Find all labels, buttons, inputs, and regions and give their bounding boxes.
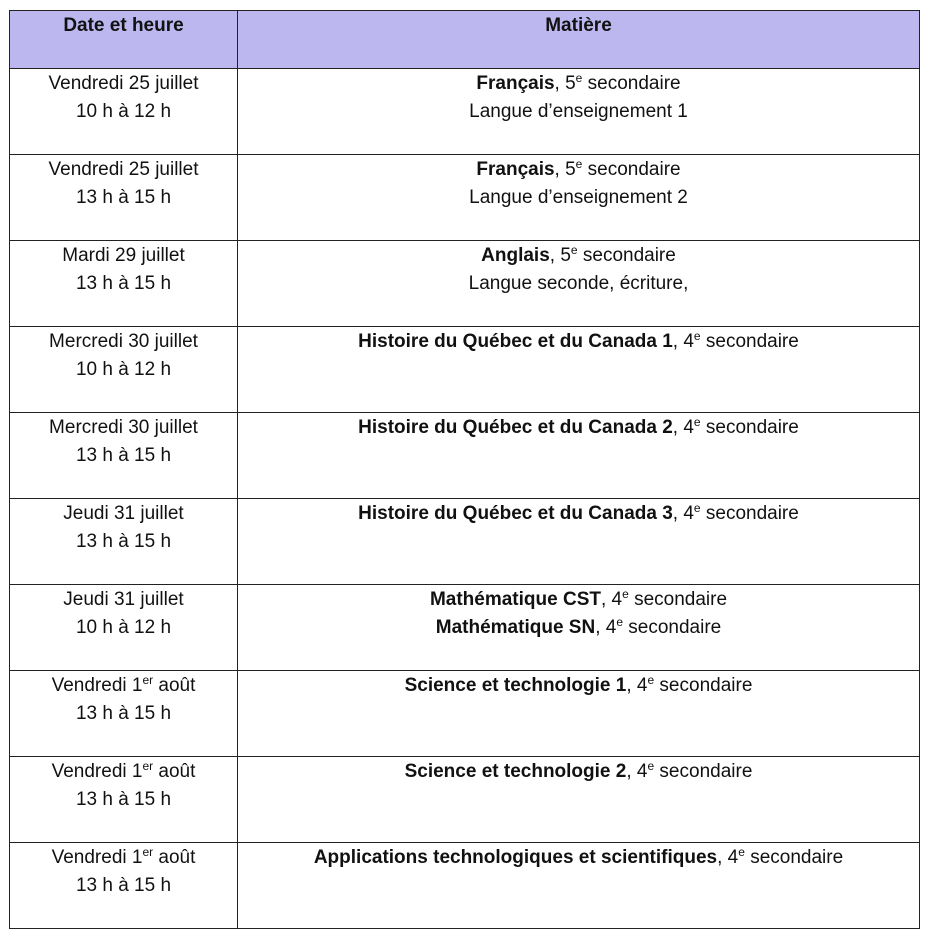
subject-name: Mathématique CST: [429, 589, 601, 610]
exam-day: [10, 156, 237, 184]
exam-time: 13 h à 15 h: [75, 273, 172, 294]
exam-day-text: Vendredi 1: [51, 761, 143, 782]
date-cell: [10, 327, 238, 413]
subject-cell: [238, 327, 920, 413]
subject-level-ordinal: e: [738, 845, 745, 859]
subject-cell: [238, 843, 920, 929]
subject-cell: [238, 499, 920, 585]
table-row: [10, 499, 920, 585]
subject-level-label: secondaire: [744, 847, 844, 868]
subject-cell: [238, 413, 920, 499]
exam-day-text: Jeudi 31 juillet: [63, 589, 184, 610]
header-subject: Matière: [238, 11, 920, 69]
subject-level-label: secondaire: [582, 73, 681, 94]
subject-line: [238, 758, 919, 786]
subject-name: Anglais: [481, 245, 550, 266]
subject-name: Histoire du Québec et du Canada 3: [358, 503, 673, 524]
subject-level: , 5: [549, 245, 571, 266]
subject-level-label: secondaire: [628, 589, 728, 610]
subject-line: [238, 328, 919, 356]
subject-level-label: secondaire: [654, 675, 753, 696]
date-cell: [10, 757, 238, 843]
table-row: [10, 757, 920, 843]
subject-line: [238, 500, 919, 528]
subject-line: [238, 586, 919, 614]
date-cell: [10, 241, 238, 327]
date-cell: [10, 155, 238, 241]
subject-level-ordinal: e: [693, 329, 701, 343]
subject-level-ordinal: e: [647, 673, 655, 687]
subject-line: [238, 242, 919, 270]
exam-day: [10, 70, 237, 98]
subject-level: , 4: [595, 617, 617, 638]
subject-level-label: secondaire: [700, 331, 799, 352]
subject-cell: [238, 69, 920, 155]
subject-line: [238, 614, 919, 642]
date-cell: [10, 413, 238, 499]
subject-cell: [238, 155, 920, 241]
subject-level-ordinal: e: [575, 71, 583, 85]
subject-cell: [238, 585, 920, 671]
subject-line: [238, 672, 919, 700]
subject-level: , 4: [672, 417, 694, 438]
exam-day-month: août: [153, 847, 196, 868]
subject-name: Français: [476, 73, 555, 94]
table-row: [10, 413, 920, 499]
exam-day-text: Vendredi 25 juillet: [48, 73, 199, 94]
subject-name: Applications technologiques et scientifiques: [313, 847, 718, 868]
exam-time: 13 h à 15 h: [75, 531, 172, 552]
exam-time: 10 h à 12 h: [75, 101, 172, 122]
exam-day: [10, 758, 237, 786]
subject-level: , 4: [626, 675, 648, 696]
exam-time: 13 h à 15 h: [75, 187, 172, 208]
subject-cell: [238, 757, 920, 843]
exam-time: 13 h à 15 h: [75, 875, 172, 896]
subject-cell: [238, 671, 920, 757]
table-header-row: [10, 11, 920, 69]
subject-level-label: secondaire: [623, 617, 722, 638]
subject-line: [238, 156, 919, 184]
exam-time: 13 h à 15 h: [75, 703, 172, 724]
exam-day: [10, 844, 237, 872]
exam-day-text: Mardi 29 juillet: [62, 245, 185, 266]
subject-level: , 5: [554, 73, 576, 94]
subject-name: Science et technologie 2: [404, 761, 627, 782]
exam-day-ordinal: er: [142, 673, 154, 687]
exam-day: [10, 328, 237, 356]
exam-time: 10 h à 12 h: [75, 617, 172, 638]
exam-day: [10, 414, 237, 442]
table-row: [10, 155, 920, 241]
exam-day-text: Mercredi 30 juillet: [49, 417, 198, 438]
header-date: Date et heure: [10, 11, 238, 69]
subject-name: Histoire du Québec et du Canada 1: [358, 331, 673, 352]
subject-name: Science et technologie 1: [404, 675, 627, 696]
subject-level-label: secondaire: [654, 761, 753, 782]
subject-level-ordinal: e: [693, 415, 701, 429]
exam-time: 13 h à 15 h: [75, 789, 172, 810]
exam-day-text: Jeudi 31 juillet: [63, 503, 184, 524]
subject-line: [238, 414, 919, 442]
table-row: [10, 843, 920, 929]
subject-level: , 4: [672, 331, 694, 352]
exam-day-month: août: [153, 761, 196, 782]
exam-day-text: Vendredi 1: [51, 675, 143, 696]
subject-level: , 4: [717, 847, 739, 868]
subject-line: [238, 844, 919, 872]
subject-level: , 5: [554, 159, 576, 180]
exam-schedule-table: [9, 10, 920, 929]
exam-day-text: Vendredi 25 juillet: [48, 159, 199, 180]
subject-level-label: secondaire: [582, 159, 681, 180]
table-row: [10, 671, 920, 757]
subject-level: , 4: [626, 761, 648, 782]
date-cell: [10, 843, 238, 929]
table-row: [10, 585, 920, 671]
exam-day-text: Vendredi 1: [51, 847, 143, 868]
subject-name: Français: [476, 159, 555, 180]
exam-day: [10, 500, 237, 528]
exam-day: [10, 586, 237, 614]
exam-day: [10, 242, 237, 270]
subject-name: Mathématique SN: [435, 617, 596, 638]
subject-level: , 4: [672, 503, 694, 524]
subject-detail: Langue d’enseignement 2: [469, 187, 688, 208]
subject-level-ordinal: e: [575, 157, 583, 171]
subject-level-label: secondaire: [700, 503, 799, 524]
subject-level-ordinal: e: [616, 615, 623, 629]
subject-level: , 4: [600, 589, 623, 610]
exam-day-ordinal: er: [142, 759, 154, 773]
table-row: [10, 241, 920, 327]
subject-cell: [238, 241, 920, 327]
subject-level-ordinal: e: [570, 243, 578, 257]
subject-detail: Langue seconde, écriture,: [468, 273, 689, 294]
table-row: [10, 327, 920, 413]
exam-time: 13 h à 15 h: [75, 445, 172, 466]
subject-level-ordinal: e: [693, 501, 701, 515]
date-cell: [10, 69, 238, 155]
exam-day-ordinal: er: [142, 845, 154, 859]
subject-level-ordinal: e: [622, 587, 629, 601]
table-row: [10, 69, 920, 155]
date-cell: [10, 671, 238, 757]
exam-day: [10, 672, 237, 700]
exam-day-text: Mercredi 30 juillet: [49, 331, 198, 352]
exam-time: 10 h à 12 h: [75, 359, 172, 380]
subject-level-ordinal: e: [647, 759, 655, 773]
date-cell: [10, 585, 238, 671]
date-cell: [10, 499, 238, 585]
subject-detail: Langue d’enseignement 1: [469, 101, 688, 122]
subject-line: [238, 70, 919, 98]
exam-day-month: août: [153, 675, 196, 696]
subject-level-label: secondaire: [577, 245, 676, 266]
subject-name: Histoire du Québec et du Canada 2: [358, 417, 673, 438]
subject-level-label: secondaire: [700, 417, 799, 438]
